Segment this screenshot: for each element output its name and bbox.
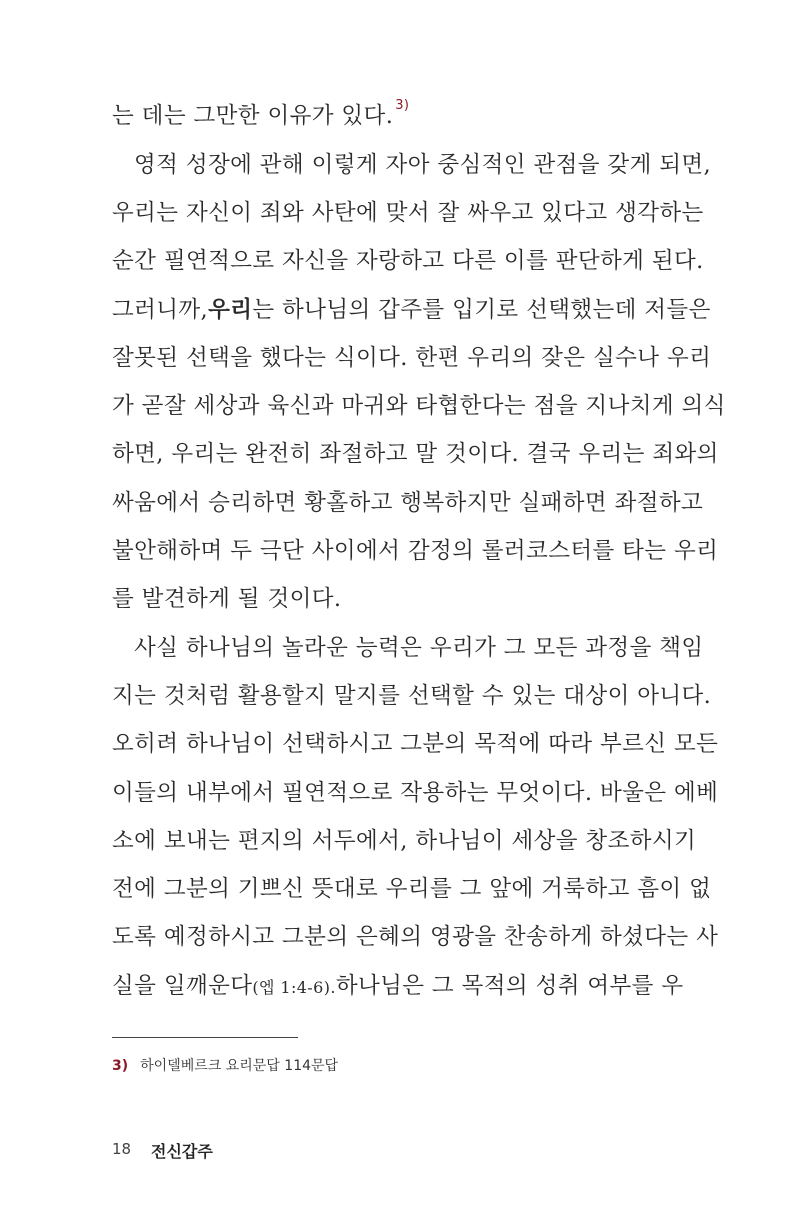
text-line-7: 가 곧잘 세상과 육신과 마귀와 타협한다는 점을 지나치게 의식 — [112, 393, 726, 419]
text-line-2: 영적 성장에 관해 이렇게 자아 중심적인 관점을 갖게 되면, — [134, 152, 712, 178]
footnote — [112, 1055, 338, 1075]
emphasis-word: 우리 — [208, 297, 253, 323]
footnote-ref[interactable]: 3) — [395, 98, 410, 113]
text-line-18: 도록 예정하시고 그분의 은혜의 영광을 찬송하게 하셨다는 사 — [112, 924, 719, 950]
text-segment: 실을 일깨운다 — [112, 973, 253, 999]
text-line-1 — [112, 99, 664, 133]
running-title: 전신갑주 — [151, 1142, 213, 1161]
scripture-citation: (엡 1:4-6). — [252, 978, 336, 997]
text-segment: 는 하나님의 갑주를 입기로 선택했는데 저들은 — [252, 297, 711, 323]
text-segment-emphasis — [208, 293, 711, 327]
footnote-text: 하이델베르크 요리문답 114문답 — [140, 1058, 339, 1074]
text-line-3: 우리는 자신이 죄와 사탄에 맞서 잘 싸우고 있다고 생각하는 — [112, 200, 704, 226]
footnote-divider — [112, 1037, 298, 1038]
text-line-5 — [112, 293, 711, 327]
text-segment-citation — [112, 969, 336, 1003]
page-number: 18 — [112, 1140, 132, 1158]
text-line-13: 지는 것처럼 활용할지 말지를 선택할 수 있는 대상이 아니다. — [112, 683, 712, 709]
text-line-14: 오히려 하나님이 선택하시고 그분의 목적에 따라 부르신 모든 — [112, 731, 719, 757]
text-line-17: 전에 그분의 기쁘신 뜻대로 우리를 그 앞에 거룩하고 흠이 없 — [112, 876, 712, 902]
text-segment: 는 데는 그만한 이유가 있다. — [112, 103, 394, 129]
text-line-15: 이들의 내부에서 필연적으로 작용하는 무엇이다. 바울은 에베 — [112, 780, 719, 806]
text-line-9: 싸움에서 승리하면 황홀하고 행복하지만 실패하면 좌절하고 — [112, 490, 704, 516]
text-line-4: 순간 필연적으로 자신을 자랑하고 다른 이를 판단하게 된다. — [112, 248, 704, 274]
text-segment: 그러니까, — [112, 297, 209, 323]
text-line-6: 잘못된 선택을 했다는 식이다. 한편 우리의 잦은 실수나 우리 — [112, 345, 712, 371]
text-line-10: 불안해하며 두 극단 사이에서 감정의 롤러코스터를 타는 우리 — [112, 538, 719, 564]
text-line-16: 소에 보내는 편지의 서두에서, 하나님이 세상을 창조하시기 — [112, 828, 697, 854]
text-line-8: 하면, 우리는 완전히 좌절하고 말 것이다. 결국 우리는 죄와의 — [112, 441, 719, 467]
text-line-11: 를 발견하게 될 것이다. — [112, 586, 342, 612]
text-line-12: 사실 하나님의 놀라운 능력은 우리가 그 모든 과정을 책임 — [134, 635, 704, 661]
text-line-19 — [112, 969, 684, 1003]
text-segment: 하나님은 그 목적의 성취 여부를 우 — [335, 973, 684, 999]
footnote-number: 3) — [112, 1058, 129, 1074]
